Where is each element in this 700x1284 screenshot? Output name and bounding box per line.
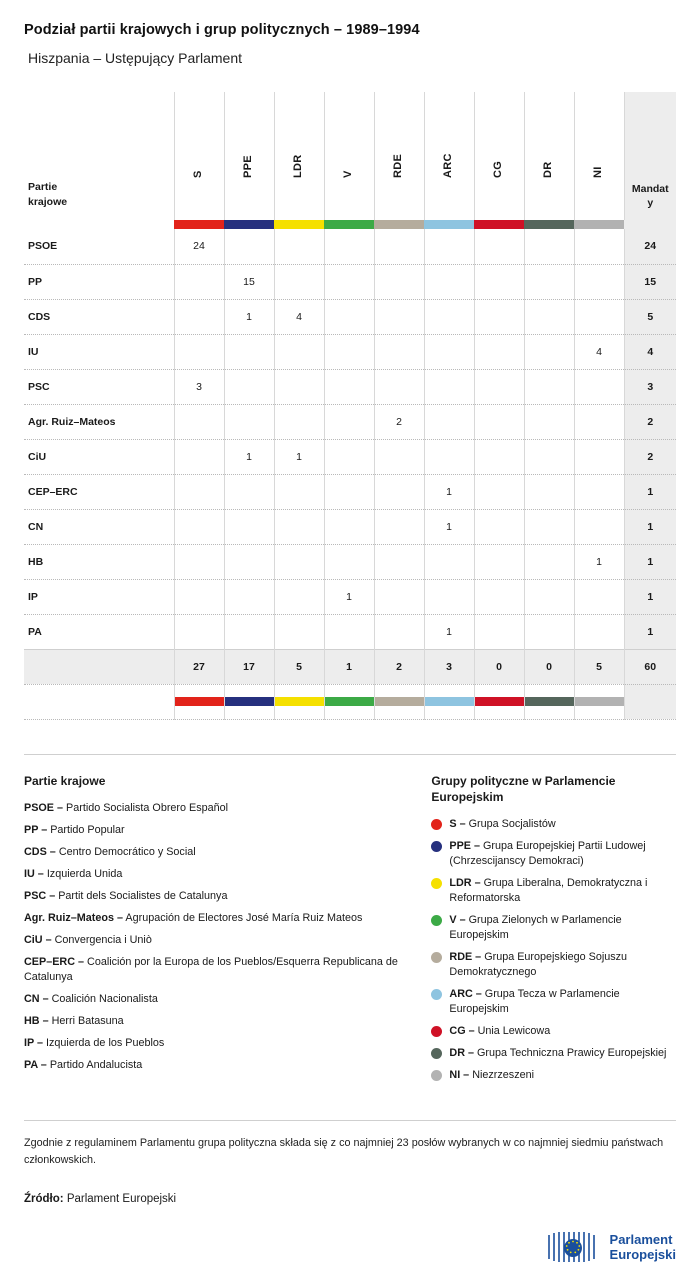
party-column-header-line1: Partie: [28, 181, 58, 193]
cell-arc: 1: [424, 474, 474, 509]
colorbar-cg: [474, 220, 524, 229]
legend-party-abbr: PP –: [24, 823, 48, 836]
cell-dr: [524, 544, 574, 579]
group-header-dr: [524, 92, 574, 220]
party-column-header: [24, 92, 174, 220]
group-color-dot-icon: [431, 915, 442, 926]
cell-rde: [374, 439, 424, 474]
legend-party-item: [24, 845, 415, 860]
legend-party-name: Partit dels Socialistes de Catalunya: [58, 889, 228, 902]
table-row: [24, 369, 676, 404]
cell-ni: [574, 614, 624, 649]
legend-party-item: [24, 1058, 415, 1073]
group-color-bar-top: [24, 220, 676, 229]
legend-group-abbr: LDR –: [449, 876, 481, 889]
cell-arc: [424, 439, 474, 474]
table-row: [24, 334, 676, 369]
colorbar-ppe: [224, 220, 274, 229]
cell-cg: [474, 299, 524, 334]
legend-party-abbr: PA –: [24, 1058, 47, 1071]
table-row: [24, 299, 676, 334]
total-s: 27: [174, 649, 224, 684]
legend-group-item: [431, 1024, 676, 1039]
cell-rde: [374, 544, 424, 579]
row-total: 1: [624, 614, 676, 649]
legend-group-item: [431, 817, 676, 832]
colorbar-bottom-s: [174, 684, 224, 719]
legend-party-name: Centro Democrático y Social: [58, 845, 196, 858]
legend-party-abbr: PSC –: [24, 889, 56, 902]
group-color-bar-bottom: [24, 684, 676, 719]
legend-group-name: Grupa Techniczna Prawicy Europejskiej: [477, 1046, 667, 1059]
legend-group-item: [431, 839, 676, 869]
cell-ldr: [274, 369, 324, 404]
cell-v: [324, 334, 374, 369]
cell-ni: 1: [574, 544, 624, 579]
row-party-label: HB: [24, 544, 174, 579]
legend-party-item: [24, 823, 415, 838]
group-header-v: [324, 92, 374, 220]
cell-dr: [524, 404, 574, 439]
cell-cg: [474, 474, 524, 509]
cell-arc: [424, 579, 474, 614]
cell-rde: [374, 334, 424, 369]
legend-party-name: Herri Batasuna: [51, 1014, 124, 1027]
legend-group-item: [431, 950, 676, 980]
group-code-ldr: LDR: [292, 154, 304, 178]
legend-group-abbr: ARC –: [449, 987, 482, 1000]
cell-ppe: [224, 229, 274, 264]
table-row: [24, 509, 676, 544]
group-color-dot-icon: [431, 819, 442, 830]
cell-ldr: [274, 544, 324, 579]
legend-party-item: [24, 889, 415, 904]
group-header-ni: [574, 92, 624, 220]
cell-ppe: 15: [224, 264, 274, 299]
legend-party-name: Coalición Nacionalista: [51, 992, 158, 1005]
cell-ni: [574, 474, 624, 509]
logo-line2: Europejski: [609, 1247, 676, 1262]
legend-party-abbr: CiU –: [24, 933, 52, 946]
table-row: [24, 544, 676, 579]
row-total: 4: [624, 334, 676, 369]
legend-party-item: [24, 801, 415, 816]
legend-group-name: Grupa Europejskiej Partii Ludowej (Chrzescijanscy Demokraci): [449, 839, 646, 867]
footnote: Zgodnie z regulaminem Parlamentu grupa polityczna składa się z co najmniej 23 posłów wybranych w co najmniej siedmiu państwach członkowskich.: [24, 1120, 676, 1169]
cell-ni: [574, 404, 624, 439]
cell-arc: [424, 544, 474, 579]
cell-ldr: [274, 579, 324, 614]
cell-ni: [574, 264, 624, 299]
legend-group-abbr: CG –: [449, 1024, 475, 1037]
row-total: 1: [624, 579, 676, 614]
row-total: 1: [624, 544, 676, 579]
cell-ppe: [224, 369, 274, 404]
group-code-dr: DR: [542, 161, 554, 178]
colorbar-ni: [574, 220, 624, 229]
cell-rde: [374, 229, 424, 264]
cell-s: [174, 404, 224, 439]
row-party-label: CN: [24, 509, 174, 544]
group-header-s: [174, 92, 224, 220]
legend-party-name: Partido Andalucista: [49, 1058, 143, 1071]
cell-s: [174, 439, 224, 474]
colorbar-ldr: [274, 220, 324, 229]
legend-party-abbr: Agr. Ruiz–Mateos –: [24, 911, 123, 924]
cell-s: [174, 299, 224, 334]
table-row: [24, 439, 676, 474]
colorbar-v: [324, 220, 374, 229]
legend-group-name: Grupa Europejskiego Sojuszu Demokratycznego: [449, 950, 628, 978]
cell-arc: [424, 299, 474, 334]
cell-dr: [524, 334, 574, 369]
legend-group-name: Niezrzeszeni: [472, 1068, 535, 1081]
cell-v: [324, 299, 374, 334]
legend-political-groups: [431, 773, 676, 1090]
row-total: 2: [624, 404, 676, 439]
group-color-dot-icon: [431, 1070, 442, 1081]
legend-party-abbr: CN –: [24, 992, 49, 1005]
colorbar-bottom-cg: [474, 684, 524, 719]
cell-cg: [474, 579, 524, 614]
cell-cg: [474, 264, 524, 299]
cell-arc: [424, 264, 474, 299]
group-code-ni: NI: [592, 166, 604, 178]
legend-right-title: Grupy polityczne w Parlamencie Europejskim: [431, 773, 616, 804]
cell-rde: [374, 474, 424, 509]
colorbar-s: [174, 220, 224, 229]
cell-s: [174, 474, 224, 509]
cell-dr: [524, 369, 574, 404]
colorbar-bottom-dr: [524, 684, 574, 719]
row-total: 3: [624, 369, 676, 404]
cell-cg: [474, 439, 524, 474]
group-code-ppe: PPE: [242, 155, 254, 178]
cell-ppe: [224, 509, 274, 544]
colorbar-dr: [524, 220, 574, 229]
european-parliament-flag-icon: [546, 1230, 602, 1264]
legend-group-abbr: S –: [449, 817, 466, 830]
legend-group-abbr: DR –: [449, 1046, 474, 1059]
total-arc: 3: [424, 649, 474, 684]
row-party-label: CDS: [24, 299, 174, 334]
total-ni: 5: [574, 649, 624, 684]
table-row: [24, 614, 676, 649]
table-header-row: [24, 92, 676, 220]
cell-v: [324, 474, 374, 509]
legend-group-abbr: RDE –: [449, 950, 482, 963]
mandates-column-header: [624, 92, 676, 220]
seat-distribution-table: [24, 92, 676, 720]
cell-v: [324, 439, 374, 474]
source-label: Źródło:: [24, 1192, 64, 1205]
row-party-label: IP: [24, 579, 174, 614]
row-party-label: Agr. Ruiz–Mateos: [24, 404, 174, 439]
row-party-label: CEP–ERC: [24, 474, 174, 509]
cell-rde: [374, 579, 424, 614]
legend-party-item: [24, 911, 415, 926]
group-code-cg: CG: [492, 160, 504, 178]
cell-v: [324, 509, 374, 544]
legend-left-title: Partie krajowe: [24, 773, 106, 788]
cell-s: [174, 334, 224, 369]
legend-group-name: Grupa Socjalistów: [468, 817, 556, 830]
legend-party-abbr: IP –: [24, 1036, 44, 1049]
total-v: 1: [324, 649, 374, 684]
group-code-v: V: [342, 170, 354, 178]
legend-party-item: [24, 933, 415, 948]
group-header-ppe: [224, 92, 274, 220]
legend-party-item: [24, 955, 415, 985]
cell-dr: [524, 614, 574, 649]
cell-s: [174, 579, 224, 614]
cell-v: 1: [324, 579, 374, 614]
colorbar-mandates-spacer: [624, 220, 676, 229]
legend: [24, 754, 676, 1090]
legend-group-item: [431, 1046, 676, 1061]
cell-rde: [374, 509, 424, 544]
legend-party-abbr: CEP–ERC –: [24, 955, 85, 968]
table-row: [24, 579, 676, 614]
cell-ppe: 1: [224, 439, 274, 474]
legend-group-name: Grupa Liberalna, Demokratyczna i Reformatorska: [449, 876, 648, 904]
table-row: [24, 474, 676, 509]
cell-ppe: [224, 614, 274, 649]
parliament-logo: [546, 1230, 676, 1264]
legend-group-name: Grupa Tecza w Parlamencie Europejskim: [449, 987, 620, 1015]
totals-label: [24, 649, 174, 684]
cell-cg: [474, 369, 524, 404]
cell-ldr: [274, 334, 324, 369]
cell-ppe: [224, 579, 274, 614]
cell-cg: [474, 544, 524, 579]
legend-group-abbr: V –: [449, 913, 466, 926]
parliament-logo-text: [610, 1232, 676, 1262]
total-cg: 0: [474, 649, 524, 684]
colorbar-bottom-ppe: [224, 684, 274, 719]
cell-s: 3: [174, 369, 224, 404]
cell-v: [324, 369, 374, 404]
total-rde: 2: [374, 649, 424, 684]
page-title: Podział partii krajowych i grup politycznych – 1989–1994: [24, 22, 420, 38]
legend-party-name: Izquierda de los Pueblos: [46, 1036, 165, 1049]
cell-v: [324, 614, 374, 649]
totals-row: [24, 649, 676, 684]
colorbar-bottom-v: [324, 684, 374, 719]
cell-v: [324, 404, 374, 439]
group-color-dot-icon: [431, 989, 442, 1000]
cell-dr: [524, 509, 574, 544]
group-color-dot-icon: [431, 878, 442, 889]
cell-cg: [474, 509, 524, 544]
cell-cg: [474, 404, 524, 439]
cell-ldr: [274, 404, 324, 439]
cell-ldr: [274, 614, 324, 649]
cell-dr: [524, 299, 574, 334]
row-total: 15: [624, 264, 676, 299]
legend-group-name: Grupa Zielonych w Parlamencie Europejskim: [449, 913, 622, 941]
cell-ni: [574, 229, 624, 264]
colorbar-arc: [424, 220, 474, 229]
group-code-rde: RDE: [392, 153, 404, 178]
legend-group-item: [431, 913, 676, 943]
group-code-s: S: [192, 170, 204, 178]
table-row: [24, 404, 676, 439]
cell-arc: [424, 404, 474, 439]
cell-ni: [574, 439, 624, 474]
legend-party-name: Coalición por la Europa de los Pueblos/Esquerra Republicana de Catalunya: [24, 955, 398, 983]
table-body: [24, 229, 676, 719]
cell-arc: 1: [424, 614, 474, 649]
total-dr: 0: [524, 649, 574, 684]
legend-group-item: [431, 1068, 676, 1083]
colorbar-spacer: [24, 220, 174, 229]
row-party-label: PSC: [24, 369, 174, 404]
cell-ppe: [224, 544, 274, 579]
colorbar-bottom-rde: [374, 684, 424, 719]
row-total: 2: [624, 439, 676, 474]
legend-group-abbr: NI –: [449, 1068, 470, 1081]
cell-cg: [474, 614, 524, 649]
cell-s: [174, 614, 224, 649]
row-total: 5: [624, 299, 676, 334]
row-party-label: IU: [24, 334, 174, 369]
cell-arc: [424, 229, 474, 264]
cell-cg: [474, 229, 524, 264]
legend-party-item: [24, 1036, 415, 1051]
cell-ni: [574, 369, 624, 404]
colorbar-bottom-arc: [424, 684, 474, 719]
cell-ldr: [274, 509, 324, 544]
cell-ni: [574, 579, 624, 614]
cell-ldr: [274, 474, 324, 509]
group-color-dot-icon: [431, 952, 442, 963]
source-value: Parlament Europejski: [66, 1192, 177, 1205]
cell-dr: [524, 264, 574, 299]
cell-arc: 1: [424, 509, 474, 544]
cell-dr: [524, 439, 574, 474]
cell-ppe: [224, 474, 274, 509]
legend-party-abbr: IU –: [24, 867, 44, 880]
cell-ldr: 1: [274, 439, 324, 474]
row-party-label: PP: [24, 264, 174, 299]
legend-party-name: Izquierda Unida: [46, 867, 123, 880]
legend-party-abbr: HB –: [24, 1014, 49, 1027]
cell-cg: [474, 334, 524, 369]
colorbar-spacer-bottom: [24, 684, 174, 719]
group-color-dot-icon: [431, 841, 442, 852]
grand-total: 60: [624, 649, 676, 684]
legend-party-item: [24, 992, 415, 1007]
legend-party-name: Partido Socialista Obrero Español: [66, 801, 229, 814]
cell-dr: [524, 229, 574, 264]
cell-rde: 2: [374, 404, 424, 439]
legend-party-name: Convergencia i Uniò: [54, 933, 152, 946]
row-total: 1: [624, 474, 676, 509]
cell-ppe: [224, 404, 274, 439]
colorbar-bottom-ni: [574, 684, 624, 719]
party-column-header-line2: krajowe: [28, 196, 68, 208]
cell-s: [174, 544, 224, 579]
group-color-dot-icon: [431, 1026, 442, 1037]
cell-v: [324, 229, 374, 264]
legend-group-name: Unia Lewicowa: [477, 1024, 551, 1037]
legend-party-abbr: CDS –: [24, 845, 56, 858]
cell-rde: [374, 264, 424, 299]
group-color-dot-icon: [431, 1048, 442, 1059]
cell-ni: [574, 299, 624, 334]
total-ldr: 5: [274, 649, 324, 684]
total-ppe: 17: [224, 649, 274, 684]
cell-dr: [524, 474, 574, 509]
cell-s: 24: [174, 229, 224, 264]
cell-ldr: [274, 229, 324, 264]
row-party-label: CiU: [24, 439, 174, 474]
group-header-rde: [374, 92, 424, 220]
source-line: [24, 1193, 676, 1225]
cell-ppe: [224, 334, 274, 369]
legend-party-name: Partido Popular: [50, 823, 125, 836]
page-subtitle: Hiszpania – Ustępujący Parlament: [28, 50, 242, 66]
legend-group-abbr: PPE –: [449, 839, 480, 852]
cell-s: [174, 264, 224, 299]
colorbar-rde: [374, 220, 424, 229]
legend-party-name: Agrupación de Electores José María Ruiz Mateos: [125, 911, 363, 924]
table-row: [24, 264, 676, 299]
cell-ldr: [274, 264, 324, 299]
colorbar-bottom-ldr: [274, 684, 324, 719]
cell-s: [174, 509, 224, 544]
mandates-header-line1: Mandat: [631, 183, 669, 195]
legend-party-item: [24, 867, 415, 882]
legend-national-parties: [24, 773, 415, 1090]
cell-arc: [424, 369, 474, 404]
legend-group-item: [431, 876, 676, 906]
table-row: [24, 229, 676, 264]
row-party-label: PA: [24, 614, 174, 649]
logo-line1: Parlament: [609, 1232, 673, 1247]
group-code-arc: ARC: [442, 153, 454, 178]
row-party-label: PSOE: [24, 229, 174, 264]
colorbar-bottom-mandates-spacer: [624, 684, 676, 719]
cell-ni: 4: [574, 334, 624, 369]
row-total: 24: [624, 229, 676, 264]
group-header-ldr: [274, 92, 324, 220]
cell-ldr: 4: [274, 299, 324, 334]
cell-rde: [374, 299, 424, 334]
cell-rde: [374, 369, 424, 404]
group-header-arc: [424, 92, 474, 220]
mandates-header-line2: y: [647, 197, 654, 209]
row-total: 1: [624, 509, 676, 544]
cell-ni: [574, 509, 624, 544]
cell-dr: [524, 579, 574, 614]
legend-party-abbr: PSOE –: [24, 801, 64, 814]
group-header-cg: [474, 92, 524, 220]
cell-ppe: 1: [224, 299, 274, 334]
cell-v: [324, 544, 374, 579]
cell-rde: [374, 614, 424, 649]
legend-group-item: [431, 987, 676, 1017]
cell-arc: [424, 334, 474, 369]
legend-party-item: [24, 1014, 415, 1029]
cell-v: [324, 264, 374, 299]
